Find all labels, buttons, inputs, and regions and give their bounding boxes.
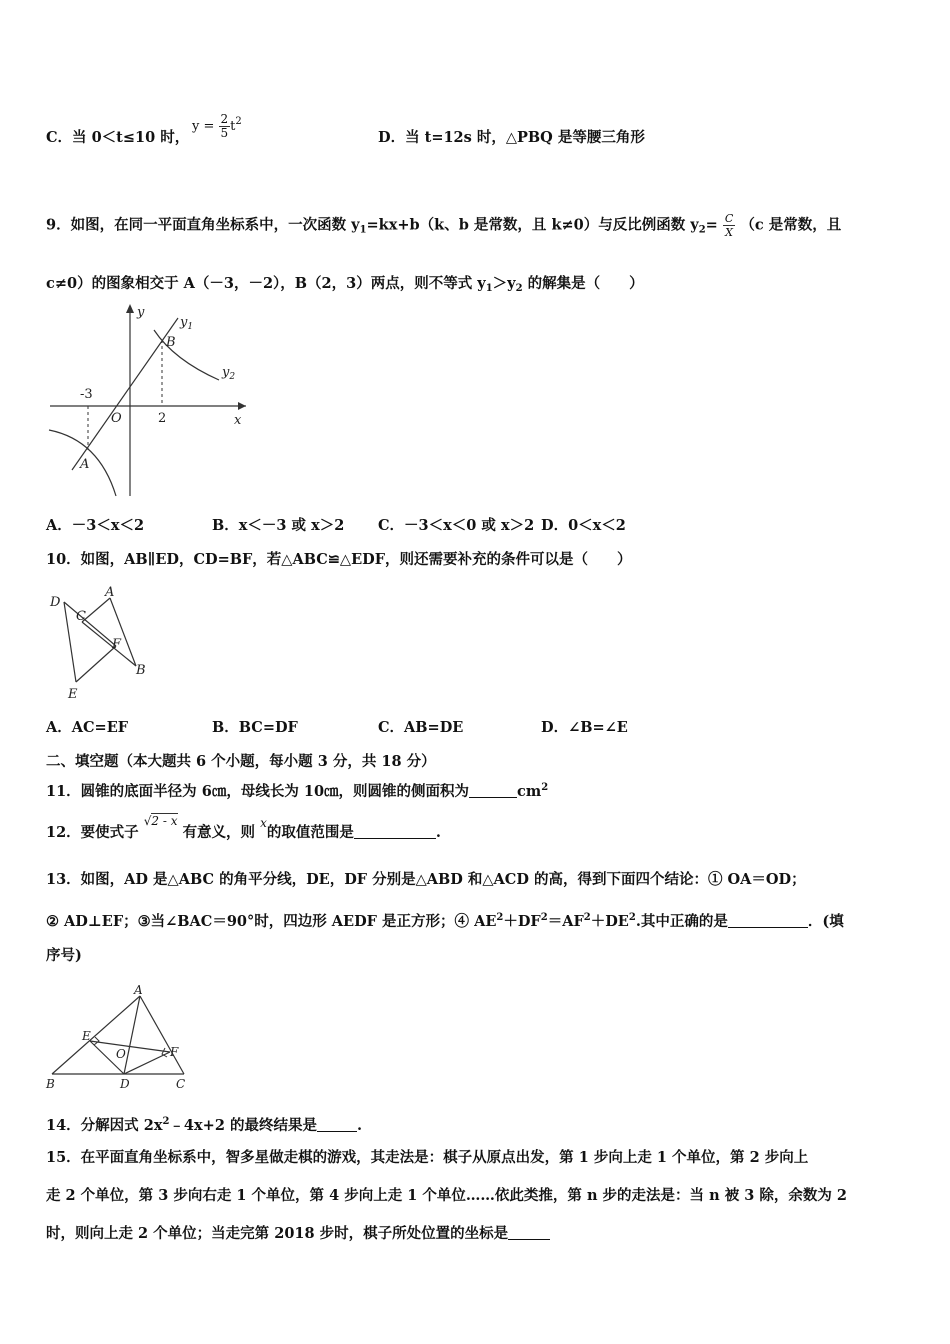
label-two: 2 [158, 411, 167, 426]
q15-line2: 走 2 个单位，第 3 步向右走 1 个单位，第 4 步向上走 1 个单位……依此类推，第 n 步的走法是：当 n 被 3 除，余数为 2 [46, 1187, 848, 1204]
label-f: F [170, 1045, 179, 1059]
seg-de [64, 602, 76, 682]
q10-figure [44, 584, 164, 704]
x-axis-arrow [238, 402, 246, 410]
label-b: B [166, 335, 176, 350]
q13-line3: 序号) [46, 947, 82, 964]
q8-option-c: C．当 0＜t≤10 时， [46, 129, 190, 146]
q11-blank [469, 783, 517, 798]
q9-stem-line2: c≠0）的图象相交于 A（－3，－2），B（2，3）两点，则不等式 $y_1>y_2$ 的解集是（ ） [46, 275, 644, 294]
section2-title: 二、填空题（本大题共 6 个小题，每小题 3 分，共 18 分） [46, 753, 436, 770]
q15-line3: 时，则向上走 2 个单位；当走完第 2018 步时，棋子所处位置的坐标是 [46, 1224, 550, 1244]
q8-formula: y = $\frac{2}{5}$ $t^2$ [192, 112, 242, 140]
q9-option-d: D．0＜x＜2 [541, 517, 626, 534]
right-angle-e [94, 1037, 99, 1045]
q9-option-b: B．x＜－3 或 x＞2 [212, 517, 345, 534]
q10-option-b: B．BC=DF [212, 719, 298, 736]
seg-df [64, 602, 116, 646]
label-d: D [120, 1077, 130, 1091]
q11: 11．圆锥的底面半径为 6㎝，母线长为 10㎝，则圆锥的侧面积为 $cm^2$ [46, 782, 549, 800]
q13-line2: ② AD⊥EF；③当∠BAC＝90°时，四边形 AEDF 是正方形；④ $AE^2+DF^2=AF^2+DE^2$.其中正确的是 ．(填 [46, 912, 844, 930]
label-e: E [68, 687, 78, 702]
label-c: C [176, 1077, 186, 1091]
q12-radical: √2 - x [143, 814, 178, 828]
q8-fraction: $\frac{2}{5}$ [220, 112, 229, 140]
q14: 14．分解因式 $2x^2﹣4x+2$ 的最终结果是 . [46, 1116, 363, 1134]
q14-blank [317, 1117, 357, 1132]
q9-option-c: C．－3＜x＜0 或 x＞2 [378, 517, 535, 534]
q15-blank [508, 1225, 550, 1240]
q12: 12．要使式子 √2 - x 有意义，则 x的取值范围是 . [46, 823, 441, 843]
q9-stem-line1: 9．如图，在同一平面直角坐标系中，一次函数 $y_1=kx+b(k$、b 是常数，且 k≠0）与反比例函数 $y_2=$ $\frac{C}{X}$ （c 是常数，且 [46, 212, 842, 239]
label-c: C [76, 609, 86, 624]
label-o: O [111, 411, 122, 426]
q15-line1: 15．在平面直角坐标系中，智多星做走棋的游戏，其走法是：棋子从原点出发，第 1 步向上走 1 个单位，第 2 步向上 [46, 1149, 809, 1166]
label-a: A [80, 457, 90, 472]
q10-option-a: A．AC=EF [46, 719, 129, 736]
q9-option-a: A．－3＜x＜2 [46, 517, 145, 534]
q9-fraction: $\frac{C}{X}$ [724, 212, 734, 239]
q8-option-d: D．当 t=12s 时，△PBQ 是等腰三角形 [378, 129, 645, 146]
q10-option-c: C．AB=DE [378, 719, 464, 736]
seg-ac [140, 996, 184, 1074]
q13-line1: 13．如图，AD 是△ABC 的角平分线，DE，DF 分别是△ABD 和△ACD 的高，得到下面四个结论：① OA＝OD； [46, 871, 806, 888]
seg-ac [82, 598, 110, 622]
q9-graph [44, 300, 254, 500]
label-d: D [50, 595, 61, 610]
label-e: E [82, 1029, 91, 1043]
label-b: B [46, 1077, 55, 1091]
label-y2: $y_2$ [222, 365, 236, 382]
y-axis-arrow [126, 304, 134, 313]
seg-ef [76, 646, 116, 682]
q13-figure [44, 984, 194, 1092]
q10-stem: 10．如图，AB∥ED，CD=BF，若△ABC≌△EDF，则还需要补充的条件可以是（ ） [46, 551, 632, 568]
seg-df [124, 1052, 170, 1074]
label-y1: $y_1$ [180, 315, 194, 332]
q12-blank [354, 824, 436, 839]
label-o: O [116, 1047, 126, 1061]
label-y: y [137, 305, 145, 320]
label-f: F [112, 637, 122, 652]
label-neg3: -3 [80, 387, 93, 402]
q10-option-d: D．∠B=∠E [541, 719, 628, 736]
label-b: B [136, 663, 146, 678]
label-a: A [105, 585, 115, 600]
label-x: x [234, 413, 242, 428]
q13-blank [728, 913, 808, 928]
label-a: A [134, 984, 143, 997]
